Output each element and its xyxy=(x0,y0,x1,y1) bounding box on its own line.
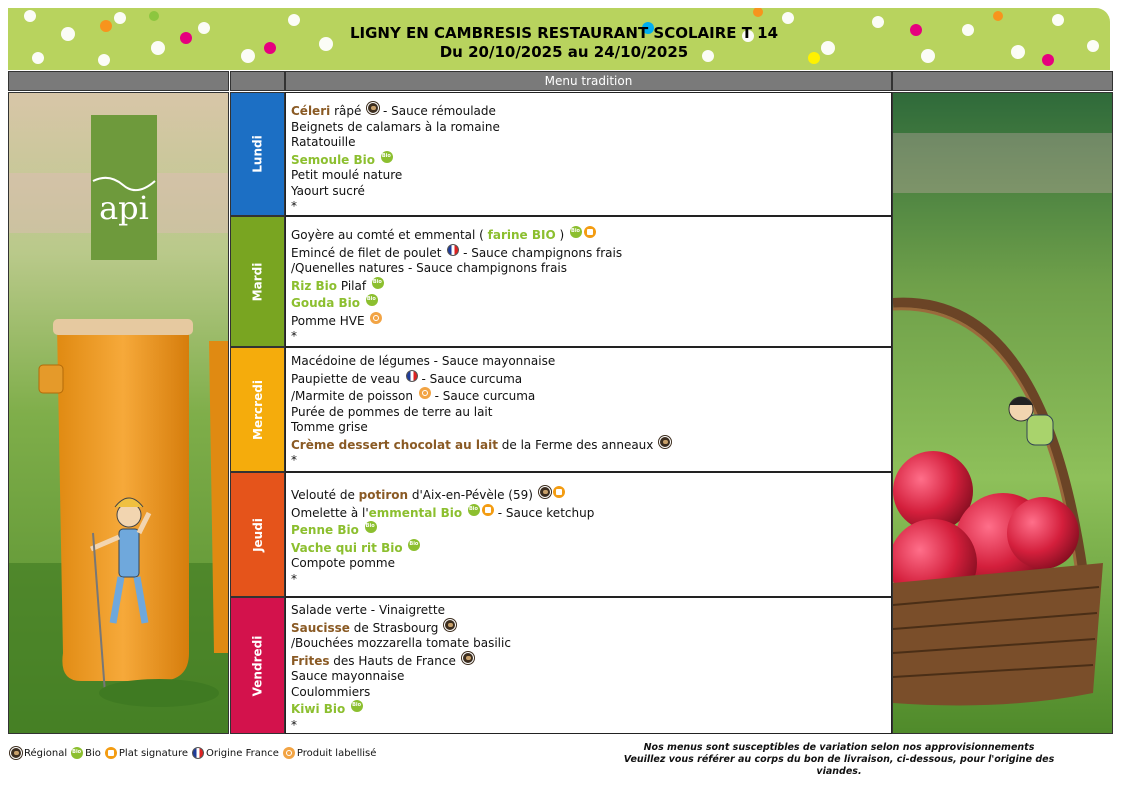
right-photo-apple-basket xyxy=(892,92,1113,734)
menu-line: * xyxy=(291,453,297,467)
day-label-jeudi: Jeudi xyxy=(230,472,285,597)
legend-label: Produit labellisé xyxy=(296,747,377,759)
legend xyxy=(10,747,380,759)
bio-icon xyxy=(71,747,83,759)
column-header-right xyxy=(892,71,1113,91)
day-label-mercredi: Mercredi xyxy=(230,347,285,472)
regional-icon xyxy=(659,436,671,448)
menu-line: Penne Bio Bio xyxy=(291,521,886,539)
signature-icon xyxy=(553,486,565,498)
france-flag-icon xyxy=(192,747,204,759)
menu-line: Tomme grise xyxy=(291,420,368,434)
menu-line: Semoule Bio Bio xyxy=(291,151,886,169)
header-banner xyxy=(8,8,1110,70)
menu-cell-jeudi xyxy=(285,472,892,597)
menu-line: Emincé de filet de poulet - Sauce champignons frais xyxy=(291,245,623,260)
bio-icon xyxy=(372,277,384,289)
menu-line: * xyxy=(291,717,297,732)
page-title: LIGNY EN CAMBRESIS RESTAURANT SCOLAIRE T 14 xyxy=(349,24,779,42)
left-photo-boots xyxy=(8,92,229,734)
bio-icon xyxy=(366,294,378,306)
label-icon xyxy=(419,387,431,399)
signature-icon xyxy=(584,226,596,238)
bio-icon xyxy=(365,521,377,533)
date-range: Du 20/10/2025 au 24/10/2025 xyxy=(439,43,689,61)
label-icon xyxy=(370,312,382,324)
menu-line: * xyxy=(291,199,297,213)
legend-regional: Régional xyxy=(24,747,68,759)
label-icon xyxy=(283,747,295,759)
menu-line: Ratatouille xyxy=(291,135,356,149)
menu-line: * xyxy=(291,329,297,343)
menu-line: Kiwi Bio Bio xyxy=(291,700,886,718)
menu-cell-vendredi xyxy=(285,597,892,734)
footer-note-line2: Veuillez vous référer au corps du bon de livraison, ci-dessous, pour l'origine des viandes. xyxy=(623,754,1055,777)
day-label-vendredi: Vendredi xyxy=(230,597,285,734)
menu-line: Vache qui rit Bio Bio xyxy=(291,539,886,557)
menu-line: Riz Bio Pilaf Bio xyxy=(291,277,886,295)
france-flag-icon xyxy=(406,370,418,382)
api-logo xyxy=(91,115,157,260)
menu-line: Saucisse de Strasbourg xyxy=(291,619,886,637)
menu-line: Salade verte - Vinaigrette xyxy=(291,603,445,617)
regional-icon xyxy=(462,652,474,664)
svg-text:api: api xyxy=(99,189,149,227)
menu-line: Omelette à l'emmental Bio Bio - Sauce ketchup xyxy=(291,504,886,522)
menu-line: Beignets de calamars à la romaine xyxy=(291,119,500,134)
menu-line: Frites des Hauts de France xyxy=(291,652,886,670)
menu-line: /Bouchées mozzarella tomate basilic xyxy=(291,636,511,650)
footer-note xyxy=(600,742,1078,778)
menu-line: Céleri râpé - Sauce rémoulade xyxy=(291,104,496,118)
france-flag-icon xyxy=(447,244,459,256)
bio-icon xyxy=(381,151,393,163)
column-header-day xyxy=(230,71,285,91)
menu-line: * xyxy=(291,571,297,586)
bio-icon xyxy=(351,700,363,712)
bio-icon xyxy=(570,226,582,238)
menu-line: Paupiette de veau - Sauce curcuma xyxy=(291,371,523,386)
menu-line: Goyère au comté et emmental ( farine BIO ) Bio xyxy=(291,226,886,244)
menu-line: Petit moulé nature xyxy=(291,168,403,182)
menu-line: Yaourt sucré xyxy=(291,183,365,198)
signature-icon xyxy=(482,504,494,516)
menu-line: Sauce mayonnaise xyxy=(291,669,405,683)
day-label-lundi: Lundi xyxy=(230,92,285,216)
regional-icon xyxy=(444,619,456,631)
legend-france: Origine France xyxy=(206,747,279,759)
day-label-mardi: Mardi xyxy=(230,216,285,347)
menu-line: Macédoine de légumes - Sauce mayonnaise xyxy=(291,354,556,368)
bio-icon xyxy=(408,539,420,551)
menu-cell-mardi xyxy=(285,216,892,347)
regional-icon xyxy=(367,102,379,114)
column-header-menu: Menu tradition xyxy=(285,71,892,91)
footer-note-line1: Nos menus sont susceptibles de variation selon nos approvisionnements xyxy=(643,742,1035,753)
menu-line: /Quenelles natures - Sauce champignons frais xyxy=(291,261,568,275)
signature-icon xyxy=(105,747,117,759)
menu-line: /Marmite de poisson - Sauce curcuma xyxy=(291,389,536,403)
menu-line: Gouda Bio Bio xyxy=(291,294,886,312)
menu-cell-lundi xyxy=(285,92,892,216)
menu-line: Purée de pommes de terre au lait xyxy=(291,404,493,419)
legend-bio: Bio xyxy=(85,747,101,759)
menu-cell-mercredi xyxy=(285,347,892,472)
column-header-left xyxy=(8,71,229,91)
menu-line: Velouté de potiron d'Aix-en-Pévèle (59) xyxy=(291,486,886,504)
menu-line: Compote pomme xyxy=(291,556,395,570)
regional-icon xyxy=(539,486,551,498)
menu-line: Coulommiers xyxy=(291,684,371,699)
menu-line: Crème dessert chocolat au lait de la Ferme des anneaux xyxy=(291,436,886,454)
legend-signature: Plat signature xyxy=(118,747,189,759)
regional-icon xyxy=(10,747,22,759)
bio-icon xyxy=(468,504,480,516)
menu-line: Pomme HVE xyxy=(291,312,886,330)
